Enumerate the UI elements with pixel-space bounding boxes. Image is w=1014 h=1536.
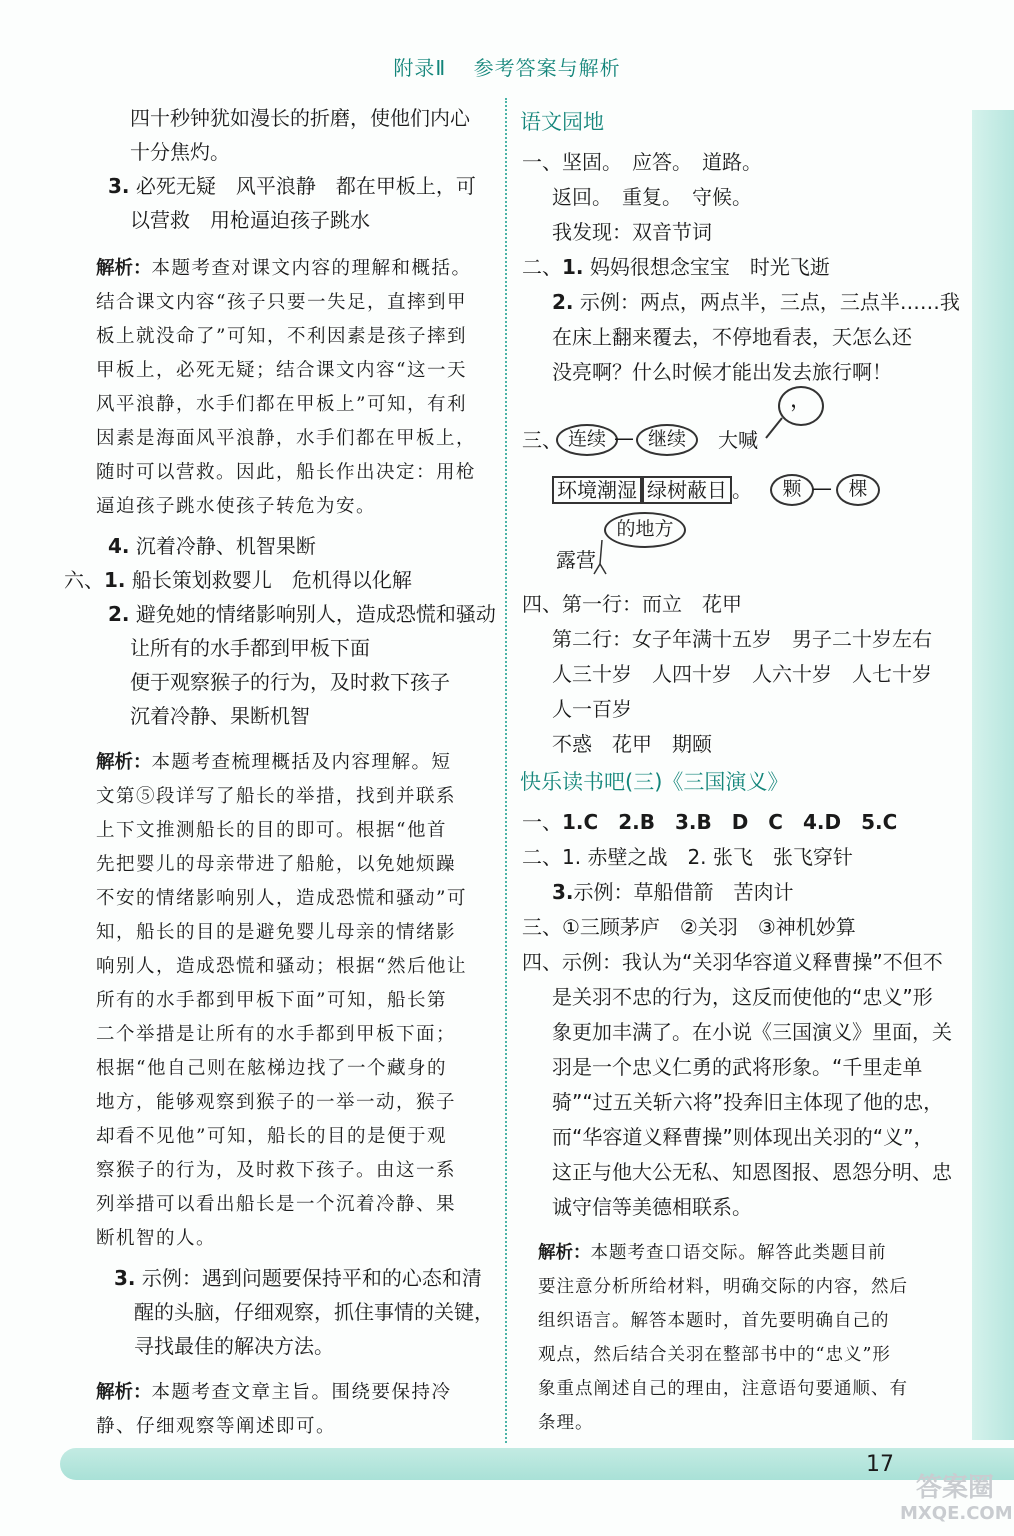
analysis-1-line-3: 板上就没命了”可知，不利因素是孩子摔到 [96, 326, 467, 347]
right-line-16: 一、1.C 2.B 3.B D C 4.D 5.C [522, 810, 898, 834]
analysis-2-line-12: 却看不见他”可知，船长的目的是便于观 [96, 1126, 447, 1147]
right-item-3: 3.示例：草船借箭 苦肉计 [552, 880, 794, 904]
analysis-1-line-4: 甲板上，必死无疑；结合课文内容“这一天 [96, 360, 467, 381]
analysis-3-line-1: 解析：本题考查文章主旨。围绕要保持冷 [96, 1382, 452, 1403]
analysis-2-line-9: 二个举措是让所有的水手都到甲板下面； [96, 1024, 457, 1045]
connector-dash: — [614, 426, 634, 450]
analysis-4-line-6: 条理。 [538, 1413, 594, 1433]
right-line-25: 而“华容道义释曹操”则体现出关羽的“义”， [552, 1125, 934, 1149]
left-line-9: 便于观察猴子的行为，及时救下孩子 [130, 670, 450, 694]
analysis-2-line-2: 文第⑤段详写了船长的举措，找到并联系 [96, 786, 457, 807]
header-title: 参考答案与解析 [473, 56, 621, 80]
left-item-3b: 3. 示例：遇到问题要保持平和的心态和清 [114, 1266, 482, 1290]
box-lvshu: 绿树蔽日 [642, 476, 732, 504]
right-section-2: 二、1. 妈妈很想念宝宝 时光飞逝 [522, 255, 830, 279]
item-number: 3. [108, 174, 130, 198]
side-decoration-bar [972, 110, 1014, 1440]
section-title-yuwen: 语文园地 [520, 110, 604, 134]
right-line-26: 这正与他大公无私、知恩图报、恩怨分明、忠 [552, 1160, 952, 1184]
analysis-2-line-1: 解析：本题考查梳理概括及内容理解。短 [96, 752, 452, 773]
analysis-2-line-7: 响别人，造成恐慌和骚动；根据“然后他让 [96, 956, 467, 977]
column-divider [505, 98, 507, 1443]
analysis-2-line-14: 列举措可以看出船长是一个沉着冷静、果 [96, 1194, 457, 1215]
right-line-23: 羽是一个忠义仁勇的武将形象。“千里走单 [552, 1055, 923, 1079]
right-line-6: 在床上翻来覆去，不停地看表，天怎么还 [552, 325, 912, 349]
left-line-1: 四十秒钟犹如漫长的折磨，使他们内心 [130, 106, 470, 130]
analysis-tag: 解析： [96, 258, 152, 279]
left-line-8: 让所有的水手都到甲板下面 [130, 636, 370, 660]
right-line-27: 诚守信等美德相联系。 [552, 1195, 752, 1219]
insert-caret [590, 536, 614, 576]
page-header [0, 52, 1014, 81]
left-line-4: 以营救 用枪逼迫孩子跳水 [130, 208, 370, 232]
header-appendix: 附录Ⅱ [393, 56, 447, 80]
bubble-comma: ， [778, 386, 824, 426]
right-line-11: 四、第一行：而立 花甲 [522, 592, 742, 616]
left-line-10: 沉着冷静、果断机智 [130, 704, 310, 728]
analysis-2-line-15: 断机智的人。 [96, 1228, 217, 1249]
oval-jixu: 继续 [636, 424, 698, 456]
right-line-14: 人一百岁 [552, 697, 632, 721]
analysis-1-line-8: 逼迫孩子跳水使孩子转危为安。 [96, 496, 377, 517]
right-line-2: 返回。 重复。 守候。 [552, 185, 752, 209]
section-title-kuaile: 快乐读书吧(三)《三国演义》 [520, 770, 789, 794]
right-line-7: 没亮啊？什么时候才能出发去旅行啊！ [552, 360, 892, 384]
watermark-logo: 答案圈 MXQE.COM [900, 1473, 1013, 1524]
analysis-1-line-1: 解析：本题考查对课文内容的理解和概括。 [96, 258, 472, 279]
left-item-6-2: 2. 避免她的情绪影响别人，造成恐慌和骚动 [108, 602, 496, 626]
right-line-20: 四、示例：我认为“关羽华容道义释曹操”不但不 [522, 950, 943, 974]
bubble-didifang: 的地方 [604, 512, 686, 548]
bubble-pointer-1 [760, 414, 790, 444]
left-line-12: 醒的头脑，仔细观察，抓住事情的关键， [134, 1300, 494, 1324]
analysis-1-line-5: 风平浪静，水手们都在甲板上”可知，有利 [96, 394, 467, 415]
right-item-2-2: 2. 示例：两点，两点半，三点，三点半……我 [552, 290, 960, 314]
right-line-19: 三、①三顾茅庐 ②关羽 ③神机妙算 [522, 915, 856, 939]
left-item-3 [108, 172, 476, 200]
analysis-4-line-1: 解析：本题考查口语交际。解答此类题目前 [538, 1243, 887, 1263]
boxed-row: 环境潮湿 绿树蔽日 。 [552, 476, 752, 504]
right-line-1: 一、坚固。 应答。 道路。 [522, 150, 762, 174]
item-text: 必死无疑 风平浪静 都在甲板上，可 [135, 174, 476, 198]
right-line-13: 人三十岁 人四十岁 人六十岁 人七十岁 [552, 662, 932, 686]
word-luying: 露营 [556, 548, 596, 572]
analysis-2-line-5: 不安的情绪影响别人，造成恐慌和骚动”可 [96, 888, 467, 909]
right-line-12: 第二行：女子年满十五岁 男子二十岁左右 [552, 627, 932, 651]
analysis-4-line-2: 要注意分析所给材料，明确交际的内容，然后 [538, 1277, 908, 1297]
right-line-17: 二、1. 赤壁之战 2. 张飞 张飞穿针 [522, 845, 853, 869]
left-item-4: 4. 沉着冷静、机智果断 [108, 534, 316, 558]
oval-ke2: 棵 [836, 474, 880, 506]
connector-dash-2: — [812, 476, 832, 500]
word-dahan: 大喊 [718, 428, 758, 452]
analysis-4-line-3: 组织语言。解答本题时，首先要明确自己的 [538, 1311, 890, 1331]
analysis-1-line-2: 结合课文内容“孩子只要一失足，直摔到甲 [96, 292, 467, 313]
left-line-13: 寻找最佳的解决方法。 [134, 1334, 334, 1358]
right-line-15: 不惑 花甲 期颐 [552, 732, 712, 756]
analysis-2-line-8: 所有的水手都到甲板下面”可知，船长第 [96, 990, 447, 1011]
analysis-2-line-3: 上下文推测船长的目的即可。根据“他首 [96, 820, 447, 841]
right-line-22: 象更加丰满了。在小说《三国演义》里面，关 [552, 1020, 952, 1044]
oval-lianxu: 连续 [556, 424, 618, 456]
analysis-3-line-2: 静、仔细观察等阐述即可。 [96, 1416, 337, 1437]
analysis-1-line-6: 因素是海面风平浪静，水手们都在甲板上， [96, 428, 477, 449]
analysis-4-line-4: 观点，然后结合关羽在整部书中的“忠义”形 [538, 1345, 891, 1365]
analysis-4-line-5: 象重点阐述自己的理由，注意语句要通顺、有 [538, 1379, 908, 1399]
right-section-3-label: 三、 [522, 428, 562, 452]
analysis-2-line-4: 先把婴儿的母亲带进了船舱，以免她烦躁 [96, 854, 457, 875]
analysis-2-line-6: 知，船长的目的是避免婴儿母亲的情绪影 [96, 922, 457, 943]
analysis-2-line-11: 地方，能够观察到猴子的一举一动，猴子 [96, 1092, 457, 1113]
right-line-21: 是关羽不忠的行为，这反而使他的“忠义”形 [552, 985, 933, 1009]
right-line-24: 骑”“过五关斩六将”投奔旧主体现了他的忠， [552, 1090, 944, 1114]
box-huanjing: 环境潮湿 [552, 476, 642, 504]
left-line-2: 十分焦灼。 [130, 140, 230, 164]
right-line-3: 我发现：双音节词 [552, 220, 712, 244]
left-section-6: 六、1. 船长策划救婴儿 危机得以化解 [64, 568, 412, 592]
oval-ke1: 颗 [770, 474, 814, 506]
page-number: 17 [866, 1452, 894, 1477]
analysis-2-line-13: 察猴子的行为，及时救下孩子。由这一系 [96, 1160, 457, 1181]
analysis-1-line-7: 随时可以营救。因此，船长作出决定：用枪 [96, 462, 477, 483]
analysis-2-line-10: 根据“他自己则在舷梯边找了一个藏身的 [96, 1058, 447, 1079]
